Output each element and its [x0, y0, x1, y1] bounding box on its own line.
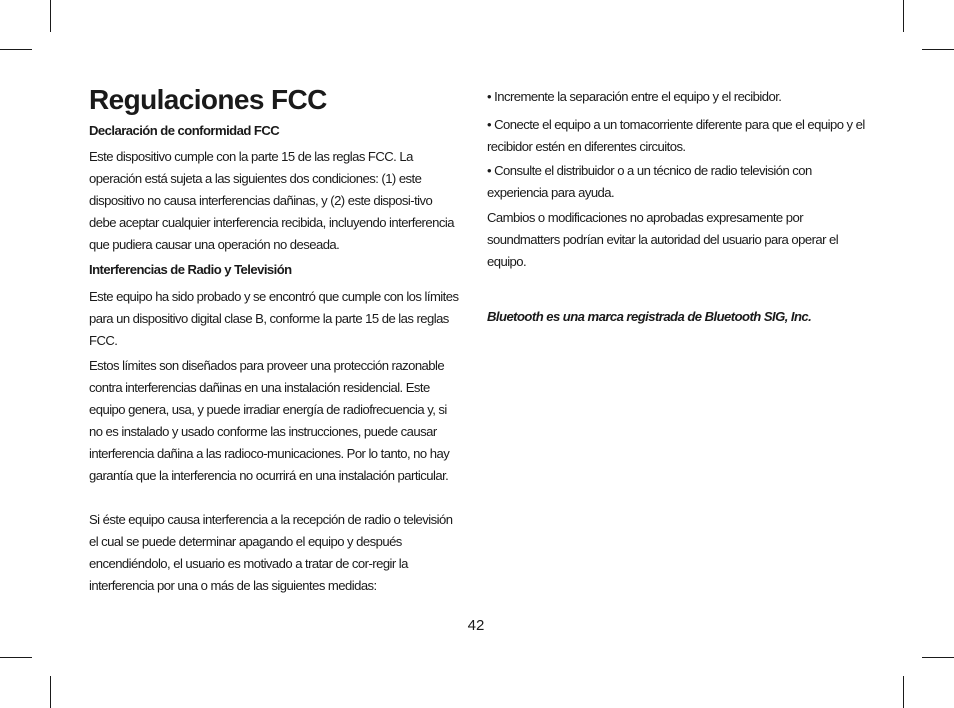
- crop-mark-top-right-horizontal: [922, 49, 954, 50]
- bullet-item: • Incremente la separación entre el equipo y el recibidor.: [487, 89, 782, 104]
- paragraph-tested: Este equipo ha sido probado y se encontró que cumple con los límites para un dispositivo digital clase B, conforme la parte 15 de las reglas FCC.: [89, 289, 459, 348]
- paragraph-changes: Cambios o modificaciones no aprobadas expresamente por soundmatters podrían evitar la autoridad del usuario para operar el equipo.: [487, 210, 839, 269]
- crop-mark-top-left-vertical: [50, 0, 51, 32]
- crop-mark-top-left-horizontal: [0, 49, 32, 50]
- crop-mark-bottom-left-horizontal: [0, 657, 32, 658]
- crop-mark-bottom-right-vertical: [903, 676, 904, 708]
- bullet-item: • Conecte el equipo a un tomacorriente diferente para que el equipo y el recibidor estén en diferentes circuitos.: [487, 117, 865, 154]
- paragraph-compliance: Este dispositivo cumple con la parte 15 de las reglas FCC. La operación está sujeta a las siguientes dos condiciones: (1) este dispositivo no causa interferencias dañinas, y (2) este disposi-tivo debe aceptar cualquier interferencia recibida, incluyendo interferencia que pudiera causar una operación no deseada.: [89, 149, 454, 252]
- crop-mark-bottom-right-horizontal: [922, 657, 954, 658]
- bullet-item: • Consulte el distribuidor o a un técnico de radio televisión con experiencia para ayuda.: [487, 163, 812, 200]
- crop-mark-top-right-vertical: [903, 0, 904, 32]
- page-title: Regulaciones FCC: [89, 84, 327, 115]
- heading-interference: Interferencias de Radio y Televisión: [89, 262, 292, 277]
- paragraph-limits: Estos límites son diseñados para proveer una protección razonable contra interferencias dañinas en una instalación residencial. Este equipo genera, usa, y puede irradiar energía de radiofrecuencia y, si no es instalado y usado conforme las instrucciones, puede causar interferencia dañina a las radioco-municaciones. Por lo tanto, no hay garantía que la interferencia no ocurrirá en una instalación particular.: [89, 358, 450, 483]
- page-number: 42: [467, 617, 485, 634]
- heading-conformity: Declaración de conformidad FCC: [89, 123, 280, 138]
- paragraph-if-interference: Si éste equipo causa interferencia a la recepción de radio o televisión el cual se puede determinar apagando el equipo y después encendiéndolo, el usuario es motivado a tratar de cor-regir la interferencia por una o más de las siguientes medidas:: [89, 512, 453, 593]
- crop-mark-bottom-left-vertical: [50, 676, 51, 708]
- trademark-notice: Bluetooth es una marca registrada de Bluetooth SIG, Inc.: [487, 309, 812, 324]
